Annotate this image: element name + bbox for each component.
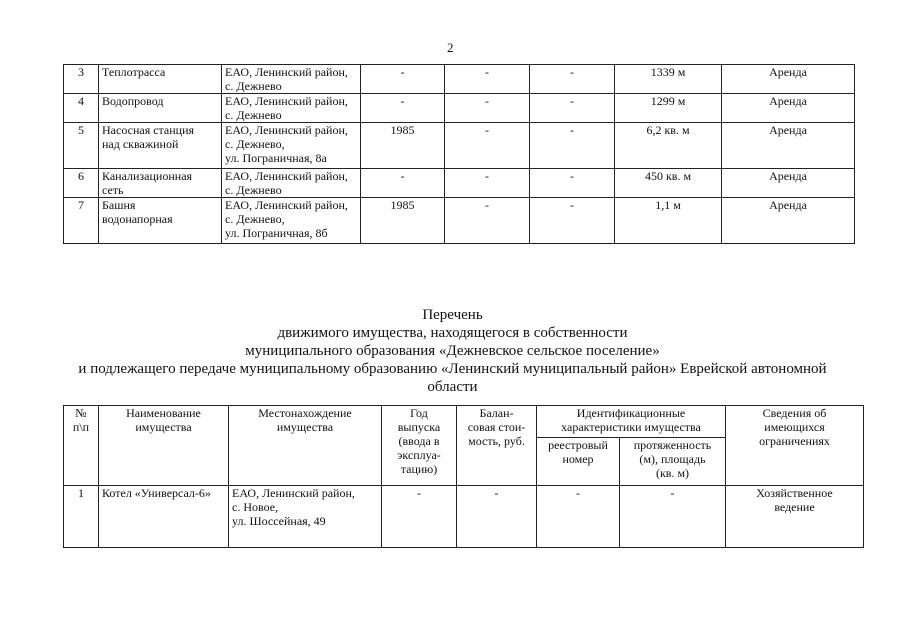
list-heading	[40, 306, 865, 396]
heading-line: и подлежащего передаче муниципальному образованию «Ленинский муниципальный район» Еврейской автономной	[78, 361, 827, 377]
page-number: 2	[447, 40, 454, 55]
header-restrictions: Сведения об имеющихся ограничениях	[726, 406, 864, 486]
year-value: -	[361, 65, 445, 94]
registry-number: -	[530, 198, 615, 244]
year-value: -	[361, 169, 445, 198]
registry-number: -	[530, 65, 615, 94]
heading-line: муниципального образования «Дежневское сельское поселение»	[245, 343, 660, 359]
size-value: 1339 м	[615, 65, 722, 94]
heading-line: области	[427, 379, 478, 395]
heading-title: Перечень	[422, 307, 483, 323]
header-identification: Идентификационные характеристики имущества	[537, 406, 726, 438]
year-value: -	[382, 486, 457, 548]
size-value: 1299 м	[615, 94, 722, 123]
table-row	[64, 169, 855, 198]
property-name: Башня водонапорная	[99, 198, 222, 244]
restriction-value: Аренда	[722, 169, 855, 198]
row-number: 7	[64, 198, 99, 244]
property-name: Насосная станция над скважиной	[99, 123, 222, 169]
table-row	[64, 65, 855, 94]
registry-number: -	[530, 123, 615, 169]
row-number: 3	[64, 65, 99, 94]
property-name: Водопровод	[99, 94, 222, 123]
restriction-value: Аренда	[722, 94, 855, 123]
year-value: -	[361, 94, 445, 123]
restriction-value: Аренда	[722, 198, 855, 244]
property-location: ЕАО, Ленинский район, с. Дежнево, ул. Пограничная, 8а	[222, 123, 361, 169]
cost-value: -	[445, 123, 530, 169]
size-value: 6,2 кв. м	[615, 123, 722, 169]
header-number: № п\п	[64, 406, 99, 486]
table-header-row	[64, 406, 864, 438]
size-value: 450 кв. м	[615, 169, 722, 198]
table-row	[64, 486, 864, 548]
row-number: 4	[64, 94, 99, 123]
size-value: -	[620, 486, 726, 548]
header-size: протяженность (м), площадь (кв. м)	[620, 438, 726, 486]
property-location: ЕАО, Ленинский район, с. Новое, ул. Шоссейная, 49	[229, 486, 382, 548]
row-number: 1	[64, 486, 99, 548]
table-row	[64, 94, 855, 123]
restriction-value: Хозяйственное ведение	[726, 486, 864, 548]
movable-property-table	[63, 405, 864, 548]
property-location: ЕАО, Ленинский район, с. Дежнево, ул. Пограничная, 8б	[222, 198, 361, 244]
cost-value: -	[457, 486, 537, 548]
property-location: ЕАО, Ленинский район, с. Дежнево	[222, 169, 361, 198]
cost-value: -	[445, 198, 530, 244]
registry-number: -	[530, 169, 615, 198]
property-table-continued	[63, 64, 855, 244]
header-cost: Балан- совая стои- мость, руб.	[457, 406, 537, 486]
table-row	[64, 198, 855, 244]
table-row	[64, 123, 855, 169]
property-location: ЕАО, Ленинский район, с. Дежнево	[222, 65, 361, 94]
cost-value: -	[445, 94, 530, 123]
header-name: Наименование имущества	[99, 406, 229, 486]
header-year: Год выпуска (ввода в эксплуа- тацию)	[382, 406, 457, 486]
registry-number: -	[530, 94, 615, 123]
property-name: Теплотрасса	[99, 65, 222, 94]
year-value: 1985	[361, 198, 445, 244]
row-number: 5	[64, 123, 99, 169]
cost-value: -	[445, 65, 530, 94]
header-location: Местонахождение имущества	[229, 406, 382, 486]
header-registry-number: реестровый номер	[537, 438, 620, 486]
property-location: ЕАО, Ленинский район, с. Дежнево	[222, 94, 361, 123]
year-value: 1985	[361, 123, 445, 169]
heading-line: движимого имущества, находящегося в собственности	[277, 325, 628, 341]
restriction-value: Аренда	[722, 123, 855, 169]
restriction-value: Аренда	[722, 65, 855, 94]
size-value: 1,1 м	[615, 198, 722, 244]
property-name: Котел «Универсал-6»	[99, 486, 229, 548]
cost-value: -	[445, 169, 530, 198]
property-name: Канализационная сеть	[99, 169, 222, 198]
registry-number: -	[537, 486, 620, 548]
row-number: 6	[64, 169, 99, 198]
